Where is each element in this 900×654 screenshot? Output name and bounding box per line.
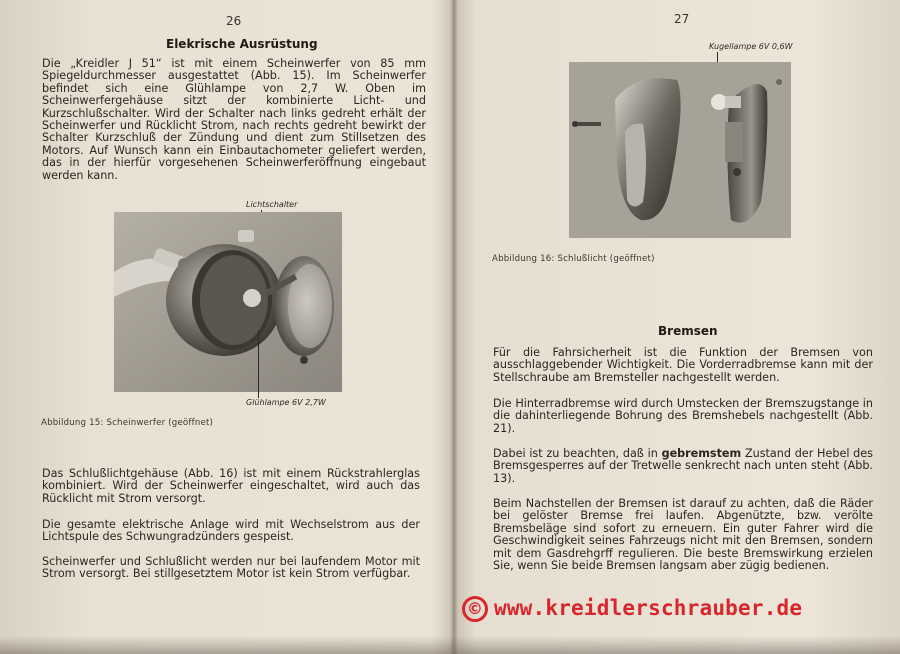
paragraph-bremsen-3-pre: Dabei ist zu beachten, daß in	[493, 447, 662, 460]
paragraph-bremsen-3-post: Zustand der Hebel des Bremsgesperres auf der Tretwelle senkrecht nach unten steht (Abb. 13).	[493, 447, 873, 485]
figure-label-gluehlampe: Glühlampe 6V 2,7W	[246, 398, 326, 407]
paragraph-elektrik-2: Das Schlußlichtgehäuse (Abb. 16) ist mit einem Rückstrahlerglas kombiniert. Wird der Scheinwerfer eingeschaltet, wird auch das Rücklicht mit Strom versorgt.	[42, 467, 420, 505]
paragraph-elektrik-3: Die gesamte elektrische Anlage wird mit Wechselstrom aus der Lichtspule des Schwungradzünders gespeist.	[42, 518, 420, 544]
paragraph-bremsen-2: Die Hinterradbremse wird durch Umstecken der Bremszugstange in die dahinterliegende Bohrung des Bremshebels nachgestellt (Abb. 21).	[493, 397, 873, 435]
leader-line	[258, 330, 259, 398]
figure-label-lichtschalter: Lichtschalter	[246, 200, 298, 209]
section-heading-bremsen: Bremsen	[658, 324, 718, 338]
page-number-26: 26	[226, 14, 242, 28]
paragraph-elektrik-4: Scheinwerfer und Schlußlicht werden nur bei laufendem Motor mit Strom versorgt. Bei stillgesetztem Motor ist kein Strom verfügbar.	[42, 555, 420, 581]
section-heading-elektrik: Elekrische Ausrüstung	[166, 37, 318, 51]
watermark	[462, 596, 802, 622]
right-page	[455, 0, 900, 654]
emphasis-gebremstem: gebremstem	[661, 447, 742, 460]
paragraph-elektrik-1: Die „Kreidler J 51“ ist mit einem Scheinwerfer von 85 mm Spiegeldurchmesser ausgestattet (Abb. 15). Im Scheinwerfer befindet sich eine Glühlampe von 2,7 W. Oben im Scheinwerfergehäuse sitzt der kombinierte Licht- und Kurzschlußschalter. Wird der Schalter nach links gedreht erhält der Scheinwerfer und Rücklicht Strom, nach rechts gedreht bewirkt der Schalter Kurzschluß der Zündung und dient zum Stillsetzen des Motors. Auf Wunsch kann ein Einbautachometer geliefert werden, das in der hierfür vorgesehenen Scheinwerferöffnung eingebaut werden kann.	[42, 57, 426, 182]
figure-label-kugellampe: Kugellampe 6V 0,6W	[709, 42, 793, 51]
figure-caption-15: Abbildung 15: Scheinwerfer (geöffnet)	[41, 418, 214, 428]
paragraph-bremsen-4: Beim Nachstellen der Bremsen ist darauf zu achten, daß die Räder bei gelöster Bremse frei laufen. Abgenützte, bzw. verölte Bremsbeläge sind sofort zu erneuern. Ein guter Fahrer wird die Geschwindigkeit seines Fahrzeugs nicht mit den Bremsen, sondern mit dem Gasdrehgrff regulieren. Die beste Bremswirkung erzielen Sie, wenn Sie beide Bremsen langsam aber zügig bedienen.	[493, 497, 873, 573]
page-bottom-shadow	[0, 636, 900, 654]
page-number-27: 27	[674, 12, 690, 26]
headlight-image	[114, 212, 342, 392]
copyright-icon: ©	[462, 596, 488, 622]
taillight-image	[569, 62, 791, 238]
figure-caption-16: Abbildung 16: Schlußlicht (geöffnet)	[492, 254, 655, 264]
watermark-url: www.kreidlerschrauber.de	[494, 596, 803, 620]
paragraph-bremsen-3	[493, 448, 873, 485]
figure-taillight-photo	[569, 62, 791, 238]
figure-headlight-photo	[114, 212, 342, 392]
paragraph-bremsen-1: Für die Fahrsicherheit ist die Funktion der Bremsen von ausschlaggebender Wichtigkeit. Die Vorderradbremse kann mit der Stellschraube am Bremsteller nachgestellt werden.	[493, 346, 873, 384]
